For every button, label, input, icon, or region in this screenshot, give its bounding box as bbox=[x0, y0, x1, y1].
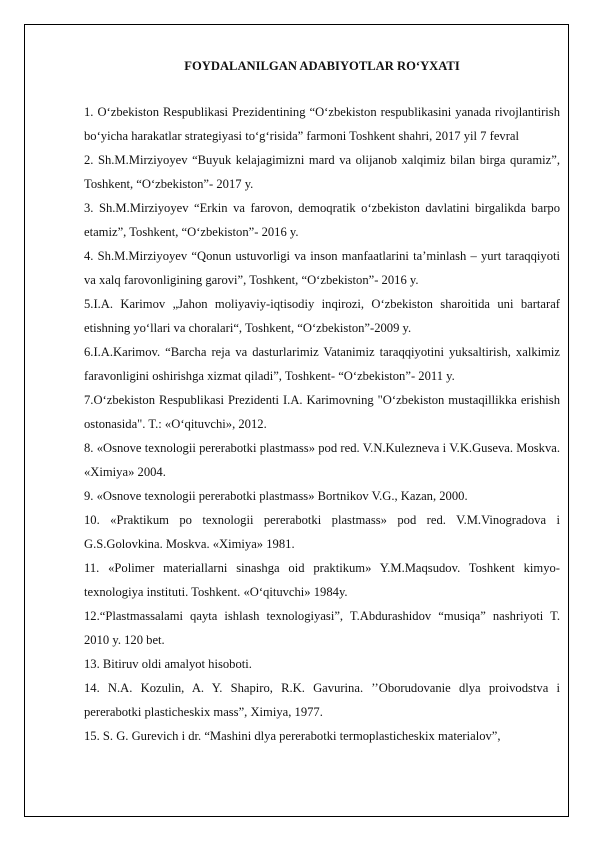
reference-item: 11. «Polimer materiallarni sinashga oid praktikum» Y.M.Maqsudov. Toshkent kimyo-texnologiya instituti. Toshkent. «O‘qituvchi» 1984y. bbox=[84, 561, 560, 599]
reference-item: 12.“Plastmassalami qayta ishlash texnologiyasi”, T.Abdurashidov “musiqa” nashriyoti T. 2010 y. 120 bet. bbox=[84, 609, 560, 647]
page-title: FOYDALANILGAN ADABIYOTLAR RO‘YXATI bbox=[184, 59, 460, 73]
reference-item: 5.I.A. Karimov „Jahon moliyaviy-iqtisodiy inqirozi, O‘zbekiston sharoitida uni bartaraf etishning yo‘llari va choralari“, Toshkent, “O‘zbekiston”-2009 y. bbox=[84, 297, 560, 335]
reference-item: 9. «Osnove texnologii pererabotki plastmass» Bortnikov V.G., Kazan, 2000. bbox=[84, 489, 468, 503]
reference-item: 2. Sh.M.Mirziyoyev “Buyuk kelajagimizni mard va olijanob xalqimiz bilan birga quramiz”, Toshkent, “O‘zbekiston”- 2017 y. bbox=[84, 153, 560, 191]
reference-item: 13. Bitiruv oldi amalyot hisoboti. bbox=[84, 657, 252, 671]
reference-list bbox=[84, 100, 560, 748]
document-body bbox=[84, 54, 560, 748]
reference-item: 8. «Osnove texnologii pererabotki plastmass» pod red. V.N.Kulezneva i V.K.Guseva. Moskva. «Ximiya» 2004. bbox=[84, 441, 560, 479]
reference-item: 1. O‘zbekiston Respublikasi Prezidentining “O‘zbekiston respublikasini yanada rivojlantirish bo‘yicha harakatlar strategiyasi to‘g‘risida” farmoni Toshkent shahri, 2017 yil 7 fevral bbox=[84, 105, 560, 143]
reference-item: 6.I.A.Karimov. “Barcha reja va dasturlarimiz Vatanimiz taraqqiyotini yuksaltirish, xalkimiz faravonligini oshirishga xizmat qiladi”, Toshkent- “O‘zbekiston”- 2011 y. bbox=[84, 345, 560, 383]
reference-item: 10. «Praktikum po texnologii pererabotki plastmass» pod red. V.M.Vinogradova i G.S.Golovkina. Moskva. «Ximiya» 1981. bbox=[84, 513, 560, 551]
reference-item: 3. Sh.M.Mirziyoyev “Erkin va farovon, demoqratik o‘zbekiston davlatini birgalikda barpo etamiz”, Toshkent, “O‘zbekiston”- 2016 y. bbox=[84, 201, 560, 239]
reference-item: 15. S. G. Gurevich i dr. “Mashini dlya pererabotki termoplasticheskix materialov”, bbox=[84, 729, 501, 743]
reference-item: 7.O‘zbekiston Respublikasi Prezidenti I.A. Karimovning "O‘zbekiston mustaqillikka erishish ostonasida". T.: «O‘qituvchi», 2012. bbox=[84, 393, 560, 431]
reference-item: 4. Sh.M.Mirziyoyev “Qonun ustuvorligi va inson manfaatlarini ta’minlash – yurt taraqqiyoti va xalq farovonligining garovi”, Toshkent, “O‘zbekiston”- 2016 y. bbox=[84, 249, 560, 287]
reference-item: 14. N.A. Kozulin, A. Y. Shapiro, R.K. Gavurina. ’’Oborudovanie dlya proivodstva i pererabotki plasticheskix mass”, Ximiya, 1977. bbox=[84, 681, 560, 719]
